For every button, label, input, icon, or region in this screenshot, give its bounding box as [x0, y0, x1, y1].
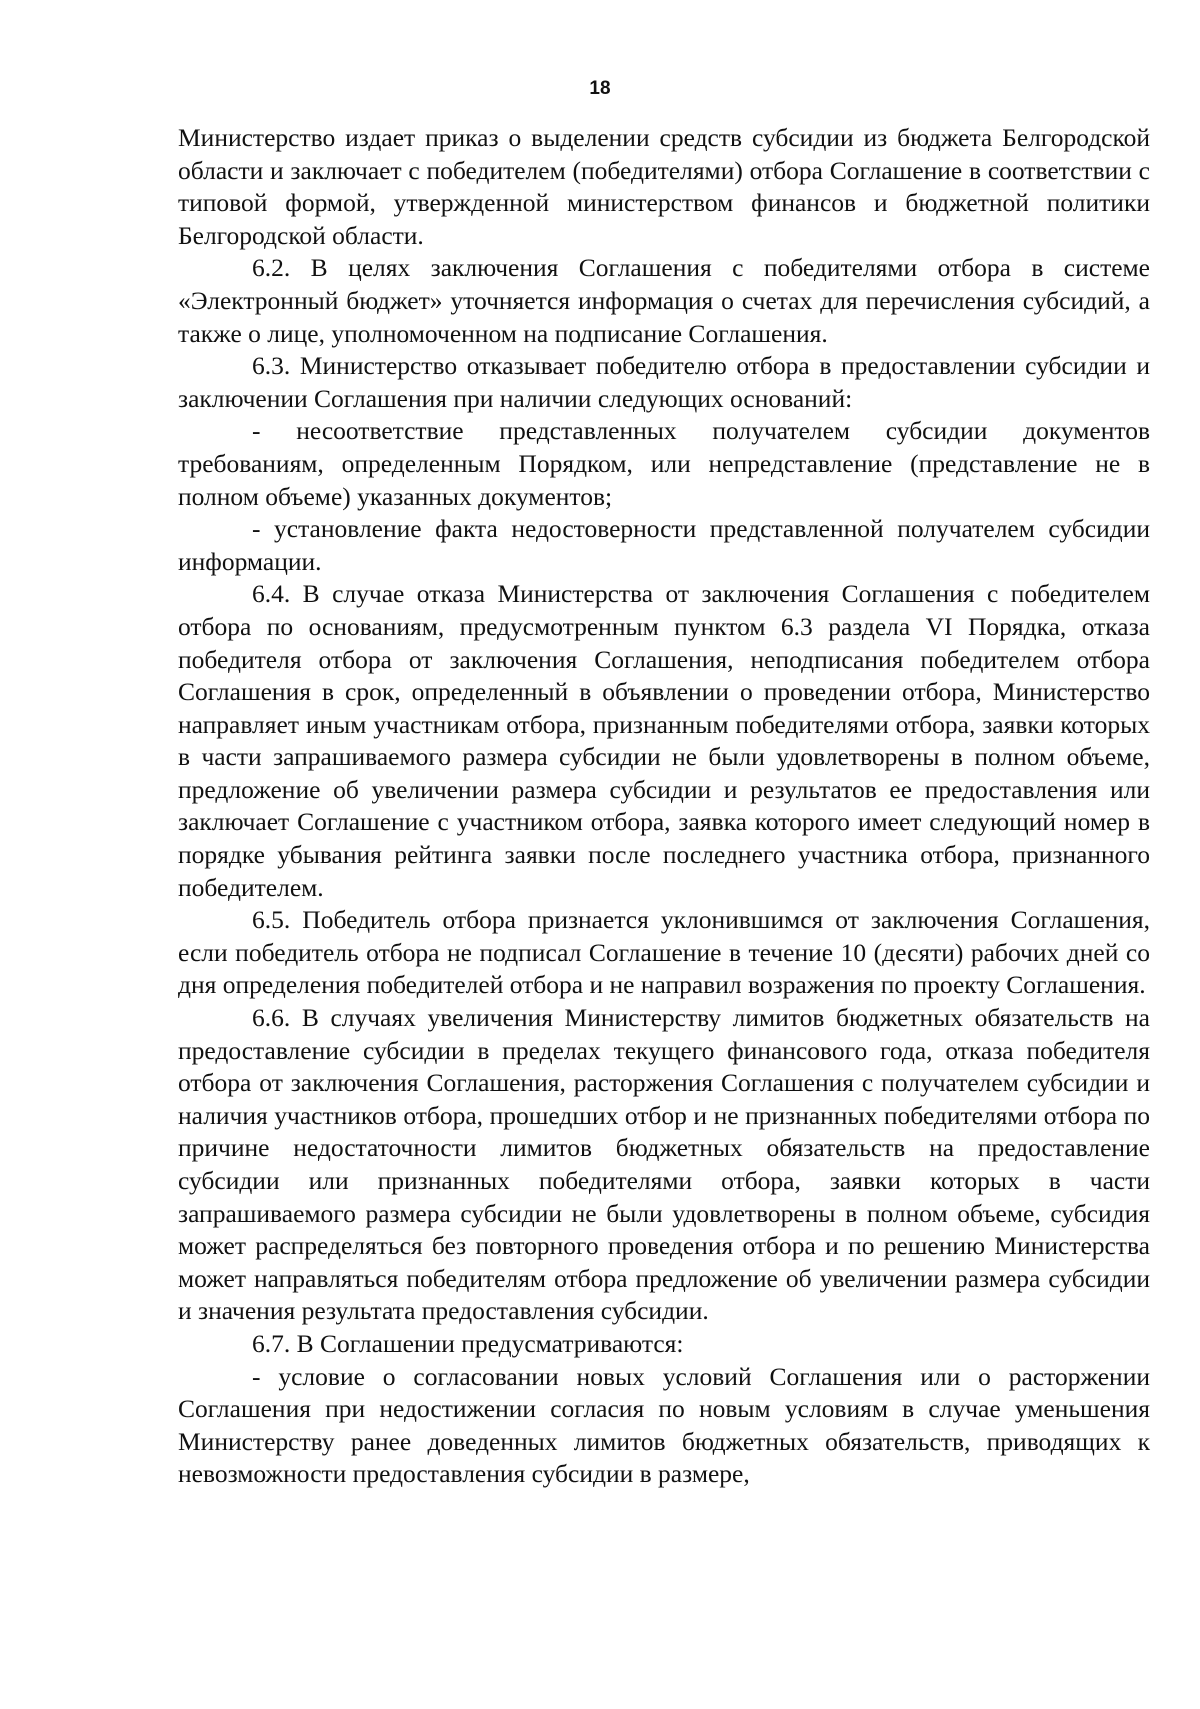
- paragraph-6-4: 6.4. В случае отказа Министерства от заключения Соглашения с победителем отбора по основаниям, предусмотренным пунктом 6.3 раздела VI Порядка, отказа победителя отбора от заключения Соглашения, неподписания победителем отбора Соглашения в срок, определенный в объявлении о проведении отбора, Министерство направляет иным участникам отбора, признанным победителями отбора, заявки которых в части запрашиваемого размера субсидии не были удовлетворены в полном объеме, предложение об увеличении размера субсидии и результатов ее предоставления или заключает Соглашение с участником отбора, заявка которого имеет следующий номер в порядке убывания рейтинга заявки после последнего участника отбора, признанного победителем.: [178, 579, 1150, 902]
- paragraph-6-3-item-1: - несоответствие представленных получателем субсидии документов требованиям, определенным Порядком, или непредставление (представление не в полном объеме) указанных документов;: [178, 416, 1150, 511]
- paragraph-continuation: Министерство издает приказ о выделении средств субсидии из бюджета Белгородской области и заключает с победителем (победителями) отбора Соглашение в соответствии с типовой формой, утвержденной министерством финансов и бюджетной политики Белгородской области.: [178, 123, 1150, 250]
- paragraph-6-5: 6.5. Победитель отбора признается уклонившимся от заключения Соглашения, если победитель отбора не подписал Соглашение в течение 10 (десяти) рабочих дней со дня определения победителей отбора и не направил возражения по проекту Соглашения.: [178, 905, 1150, 1000]
- paragraph-6-7-item-1: - условие о согласовании новых условий Соглашения или о расторжении Соглашения при недостижении согласия по новым условиям в случае уменьшения Министерству ранее доведенных лимитов бюджетных обязательств, приводящих к невозможности предоставления субсидии в размере,: [178, 1361, 1150, 1489]
- paragraph-6-6: 6.6. В случаях увеличения Министерству лимитов бюджетных обязательств на предоставление субсидии в пределах текущего финансового года, отказа победителя отбора от заключения Соглашения, расторжения Соглашения с получателем субсидии и наличия участников отбора, прошедших отбор и не признанных победителями отбора по причине недостаточности лимитов бюджетных обязательств на предоставление субсидии или признанных победителями отбора, заявки которых в части запрашиваемого размера субсидии не были удовлетворены в полном объеме, субсидия может распределяться без повторного проведения отбора и по решению Министерства может направляться победителям отбора предложение об увеличении размера субсидии и значения результата предоставления субсидии.: [178, 1003, 1150, 1326]
- paragraph-6-2: 6.2. В целях заключения Соглашения с победителями отбора в системе «Электронный бюджет» уточняется информация о счетах для перечисления субсидий, а также о лице, уполномоченном на подписание Соглашения.: [178, 253, 1150, 348]
- paragraph-6-7: 6.7. В Соглашении предусматриваются:: [252, 1328, 684, 1358]
- document-body: [178, 122, 1150, 1491]
- paragraph-6-3: 6.3. Министерство отказывает победителю отбора в предоставлении субсидии и заключении Соглашения при наличии следующих оснований:: [178, 351, 1150, 413]
- page-number: 18: [589, 78, 611, 99]
- paragraph-6-3-item-2: - установление факта недостоверности представленной получателем субсидии информации.: [178, 514, 1150, 576]
